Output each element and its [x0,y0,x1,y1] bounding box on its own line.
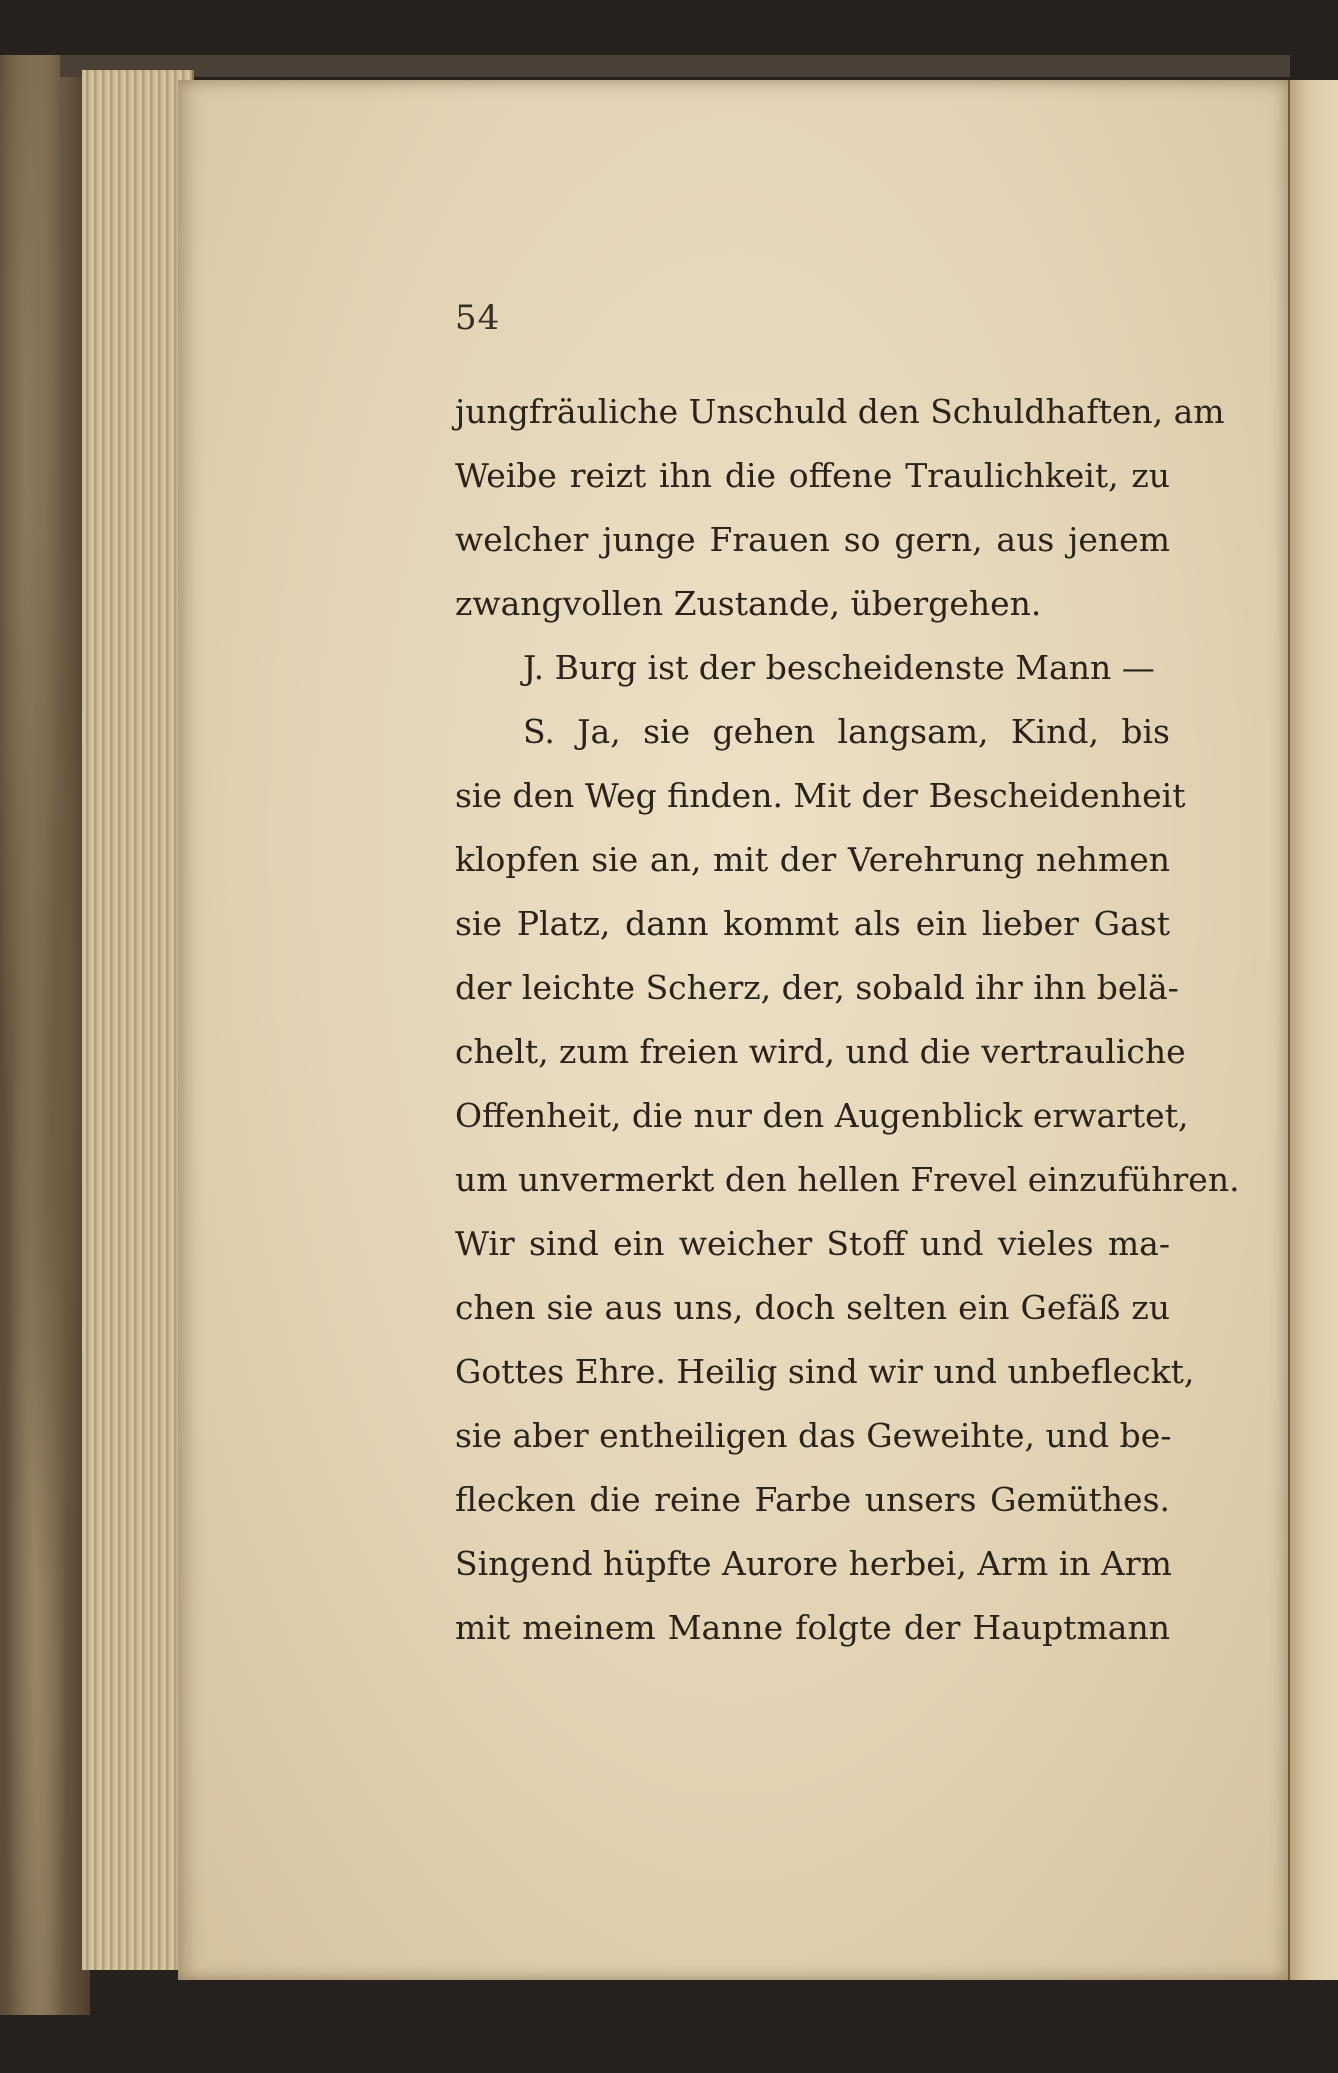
text-line: flecken die reine Farbe unsers Gemüthes. [455,1480,1170,1519]
text-line: J. Burg ist der bescheidenste Mann — [523,648,1155,687]
text-line: klopfen sie an, mit der Verehrung nehmen [455,840,1170,879]
text-line: der leichte Scherz, der, sobald ihr ihn belä- [455,968,1179,1007]
text-line: chelt, zum freien wird, und die vertrauliche [455,1032,1186,1071]
book-cover-top-edge [60,55,1290,77]
page-text [455,380,1240,1660]
text-line: sie den Weg finden. Mit der Bescheidenheit [455,776,1186,815]
text-line: Gottes Ehre. Heilig sind wir und unbefleckt, [455,1352,1195,1391]
text-line: Weibe reizt ihn die offene Traulichkeit, zu [455,456,1170,495]
text-line: Offenheit, die nur den Augenblick erwartet, [455,1096,1189,1135]
text-line: welcher junge Frauen so gern, aus jenem [455,520,1170,559]
page-number: 54 [455,298,501,338]
text-line: S. Ja, sie gehen langsam, Kind, bis [523,712,1170,751]
book-cover-marbled [0,55,90,2015]
facing-page-edge [1288,80,1338,1980]
text-line: chen sie aus uns, doch selten ein Gefäß zu [455,1288,1170,1327]
text-line: jungfräuliche Unschuld den Schuldhaften, am [455,392,1225,431]
text-line: sie aber entheiligen das Geweihte, und be- [455,1416,1172,1455]
text-line: Singend hüpfte Aurore herbei, Arm in Arm [455,1544,1172,1583]
text-line: um unvermerkt den hellen Frevel einzuführen. [455,1160,1240,1199]
text-line: Wir sind ein weicher Stoff und vieles ma- [455,1224,1170,1263]
text-line: zwangvollen Zustande, übergehen. [455,584,1042,623]
text-line: mit meinem Manne folgte der Hauptmann [455,1608,1170,1647]
text-line: sie Platz, dann kommt als ein lieber Gast [455,904,1170,943]
